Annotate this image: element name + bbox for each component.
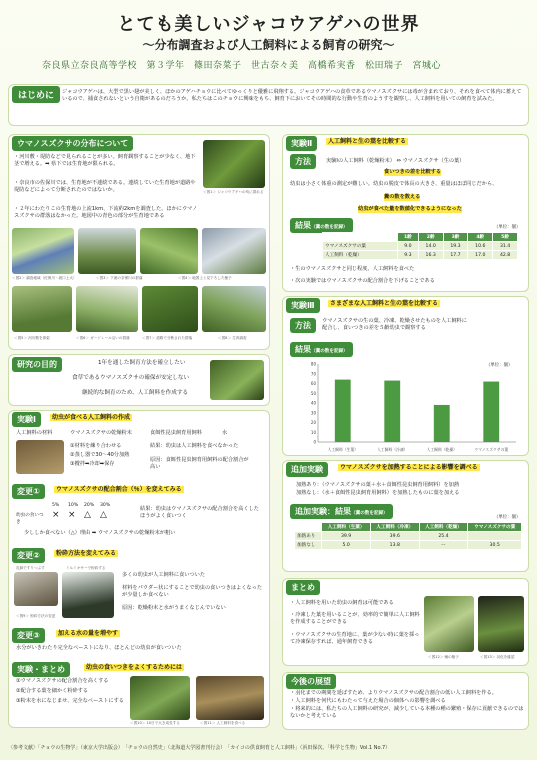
y-tick-label: 20 (310, 420, 316, 425)
exp2-row1-v2: 14.0 (418, 242, 443, 251)
table-row (323, 251, 518, 260)
extra-row2-label: 加熱なし (295, 541, 322, 550)
exp2-th-4: 4齢 (468, 233, 493, 242)
bar (335, 380, 351, 442)
poster-title: とても美しいジャコウアゲハの世界 (117, 14, 420, 35)
change1-title: ウマノスズクサの配合割合（％）を変えてみる (56, 486, 182, 493)
summary1-point-1: ①ウマノスズクサの配合割合を高くする (16, 678, 109, 684)
extra-row2-v2: 13.8 (370, 541, 419, 550)
exp2-row1-v5: 31.4 (493, 242, 518, 251)
references: 〈参考文献〉「チョウの生物学」（東京大学出版会） 「チョウの自然史」（北海道大学図書刊行会） 「カイコの供食飼育と人工飼料」（浜田保次、「科学と生物」Vol.1 No.7） (8, 745, 391, 751)
purpose-line-1: 1年を通した飼育方法を確立したい (98, 360, 186, 366)
exp1-result: 結果：幼虫は人工飼料を食べなかった (150, 443, 239, 449)
extra-row1-v1: 39.9 (322, 532, 371, 541)
y-tick-label: 60 (310, 381, 316, 386)
change2-line-3: 原因：乾燥粉末と水がうまくなじんでいない (122, 605, 226, 611)
exp3-bar-chart (300, 360, 522, 454)
extra-row1-v2: 39.6 (370, 532, 419, 541)
caption-fig7: ＜図7＞ 道路で分断された群落 (142, 336, 193, 340)
exp3-result-unit: （糞の数を記録） (311, 349, 348, 354)
exp2-th-1: 1齢 (397, 233, 418, 242)
extra-table (294, 522, 522, 550)
mixer-photo (62, 572, 114, 618)
plants-photo (140, 228, 198, 274)
conclusion-caption-2: ＜図13＞ 羽化を確認 (480, 655, 515, 659)
future-point-3: ・将来的には、私たちの人工飼料の研究が、減少している本種の種の繁殖・保存に貢献できるのではないかと考えている (290, 706, 524, 720)
eating-photo (196, 676, 264, 720)
extra-th-0 (295, 523, 322, 532)
extra-result-label: 追加実験：結果 (295, 507, 351, 516)
x-tick-label: 人工飼料（生葉） (327, 447, 358, 452)
poster-subtitle: ～分布調査および人工飼料による飼育の研究～ (142, 38, 395, 52)
caption-fig6: ＜図6＞ ガードレール沿いの群落 (76, 336, 130, 340)
change1-mark-2: × (68, 510, 76, 520)
exp2-th-2: 2齢 (418, 233, 443, 242)
exp1-materials-label: 人工飼料の材料 (16, 430, 53, 436)
y-tick-label: 80 (310, 361, 316, 367)
change2-figcap: ＜図9＞ 粉砕方法の変更 (16, 614, 56, 618)
purpose-tag: 研究の目的 (12, 357, 62, 372)
exp2-row1-v1: 9.0 (397, 242, 418, 251)
change1-mark-4: △ (100, 510, 107, 520)
exp2-row2-v3: 17.7 (443, 251, 468, 260)
caption-fig3: ＜図3＞ 下流の奈保川の群落 (96, 276, 143, 280)
bank-photo (12, 286, 72, 332)
bar (384, 381, 400, 442)
extra-row2-v1: 5.0 (322, 541, 371, 550)
extra-row2-v3: ー (419, 541, 468, 550)
change3-text: 水分がいきわたり完全なペーストになり、ほとんどの幼虫が食いついた (16, 645, 182, 651)
change1-pct-2: 10% (68, 503, 79, 508)
future-tag: 今後の展望 (286, 674, 336, 689)
exp2-result-tag (290, 218, 353, 233)
extra-th-1: 人工飼料（生葉） (322, 523, 371, 532)
exp2-title: 人工飼料と生の葉を比較する (328, 138, 407, 145)
students-photo (202, 228, 266, 274)
table-row (295, 541, 522, 550)
change1-result: 結果：幼虫はウマノスズクサの配合割合を高くしたほうがよく食いつく (140, 506, 259, 520)
summary1-caption-1: ＜図10＞ 10日で大き成長する (130, 721, 180, 725)
exp1-title: 幼虫が食べる人工飼料の作成 (52, 414, 131, 421)
summary1-point-3: ③粉末を水になじませ、完全なペーストにする (16, 698, 124, 704)
exp2-method-hl2: 糞の数を数える (384, 194, 421, 200)
exp2-result-label: 結果 (295, 221, 311, 230)
extra-row2-v4: 30.5 (468, 541, 522, 550)
x-tick-label: ウマノスズクサの葉 (474, 447, 509, 452)
change1-pct-1: 5% (52, 503, 60, 508)
extra-row1-v4 (468, 532, 522, 541)
change1-row-label: 幼虫の食いつき (16, 513, 44, 526)
road-photo (142, 286, 198, 332)
extra-unit: （単位：個） (494, 515, 521, 520)
feed-photo (16, 440, 64, 474)
exp2-row1-label: ウマノスズクサの葉 (323, 242, 398, 251)
exp1-method-2: ②蒸し器で30～40分加熱 (70, 452, 130, 458)
future-point-2: ・人工飼料を何代にもわたって与えた場合の個体への影響を調べる (290, 698, 446, 704)
change2-tag: 変更② (12, 548, 45, 563)
y-tick-label: 0 (313, 439, 316, 445)
exp2-method-hl1: 食いつきの差を比較する (384, 169, 442, 175)
extra-line-1: 加熱あり：（ウマノスズクサの葉＋水＋食餌性昆虫飼育用飼料）を加熱 (296, 482, 460, 488)
change1-mark-3: △ (84, 510, 91, 520)
butterfly-photo (203, 140, 265, 188)
change1-mark-1: × (52, 510, 60, 520)
distribution-tag: ウマノスズクサの分布について (12, 136, 133, 151)
exp3-unit: （単位：個） (486, 363, 513, 368)
conclusion-point-1: ・人工飼料を用いた幼虫の飼育は可能である (290, 600, 394, 606)
exp2-row2-v2: 16.3 (418, 251, 443, 260)
bar (434, 405, 450, 442)
exp1-method-3: ③攪拌➡冷却➡保存 (70, 461, 115, 467)
purpose-line-2: 食草であるウマノスズクサの確保が安定しない (72, 375, 190, 381)
exp1-tag: 実験Ⅰ (12, 412, 41, 427)
change2-caption-1: 乳鉢ですりつぶす (16, 566, 45, 570)
extra-result-unit: （糞の数を記録） (351, 511, 388, 516)
exp2-th-3: 3齢 (443, 233, 468, 242)
extra-title: ウマノスズクサを加熱することによる影響を調べる (340, 464, 478, 471)
bar (483, 382, 499, 442)
extra-th-3: 人工飼料（乾燥） (419, 523, 468, 532)
caption-fig2: ＜図2＞ 調査地域（佐保川・坂口上大） (12, 276, 77, 280)
exp1-material-2: 食餌性昆虫飼育用飼料 (150, 430, 202, 436)
exp2-note-1: ・生のウマノスズクサと同じ程度、人工飼料を食べた (290, 266, 415, 272)
summary1-tag: 実験・まとめ (12, 662, 70, 677)
extra-result-tag (290, 504, 393, 519)
pupa-photo (424, 596, 474, 652)
mortar-photo (14, 572, 58, 606)
change2-title: 粉砕方法を変えてみる (56, 550, 117, 557)
change2-line-1: 多くの幼虫が人工飼料に食いついた (122, 572, 206, 578)
exp3-method-text: ウマノスズクサの生の葉、冷凍、乾燥させたものを人工飼料に配合し、食いつきの差を５齢幼虫で観察する (322, 318, 467, 332)
extra-tag: 追加実験 (286, 462, 328, 477)
exp3-title: さまざまな人工飼料と生の葉を比較する (330, 300, 439, 307)
change1-pct-3: 20% (84, 503, 95, 508)
caption-fig4: ＜図4＞ 地図上と見下ろした様子 (178, 276, 232, 280)
exp2-note-2: ・次の実験ではウマノスズクサの配合割合を下げることである (290, 278, 435, 284)
summary1-point-2: ②配合する葉を細かく粉砕する (16, 688, 89, 694)
exp2-unit: （単位：個） (494, 225, 521, 230)
larva-photo (210, 360, 264, 400)
river-photo (78, 228, 136, 274)
table-row (295, 532, 522, 541)
caption-fig5: ＜図5＞ 河川敷を探索 (14, 336, 50, 340)
y-tick-label: 10 (310, 429, 316, 435)
exp2-row1-v4: 10.6 (468, 242, 493, 251)
exp2-method-text: 幼虫は小さく体重の測定が難しい。幼虫の脱皮で体長の大きさ、重量はほぼ同じだから、 (290, 181, 498, 187)
exp2-row2-v1: 9.3 (397, 251, 418, 260)
distribution-point-3: ・２年にわたりこの生育地の上流1km、下流約2kmを調査した。ほかにウマノスズクサの群落はなかった。地図中の青色の部分が生育地である (14, 206, 198, 220)
exp2-method-hl3: 幼虫が食べた量を数値化できるようになった (358, 206, 462, 212)
guardrail-photo (76, 286, 138, 332)
change1-pct-4: 30% (100, 503, 111, 508)
y-tick-label: 30 (310, 410, 316, 416)
intro-tag: はじめに (12, 86, 60, 103)
exp1-method-1: ①材料を練り合わせる (70, 443, 122, 449)
extra-line-2: 加熱なし：（水＋食餌性昆虫飼育用飼料）を加熱したものに葉を加える (296, 490, 460, 496)
exp3-result-tag (290, 342, 353, 357)
table-row (323, 242, 518, 251)
y-tick-label: 50 (310, 390, 316, 396)
exp3-result-label: 結果 (295, 345, 311, 354)
y-tick-label: 40 (310, 400, 316, 406)
change3-title: 加える水の量を増やす (58, 630, 119, 637)
distribution-point-2: ・奈良市の佐保川では、生育地が不連続である。連続していた生育地が道路や堤防などによって分断されたのではないか。 (14, 180, 196, 194)
change3-tag: 変更③ (12, 628, 45, 643)
exp1-material-3: 水 (222, 430, 228, 436)
distribution-point-1: ・河川敷・堤防などで見られることが多い。飼育観察することが少なく、地下茎で増える。➡ 県下では生育地が限られる。 (14, 154, 196, 168)
intro-text: ジャコウアゲハは、大型で黒い翅が美しく、ほかのアゲハチョウに比べてゆっくりと優雅に飛翔する。ジャコウアゲハの食草であるウマノスズクサには毒が含まれており、それを食べて体内に蓄えているので、捕食されないという自衛があるのだろうか。私たちはこのチョウに興味をもち、飼育下においてその時間的な行動や生育のようすを観察し、人工飼料を用いての飼育を試みた。 (62, 89, 522, 103)
conclusion-point-3: ・ウマノスズクサの生育地に、葉が少ない時に葉を採って冷凍保存すれば、通年飼育できる (290, 632, 420, 646)
exp2-th-5: 5齢 (493, 233, 518, 242)
exp2-method-tag: 方法 (290, 154, 316, 169)
exp1-material-1: ウマノスズクサの乾燥粉末 (70, 430, 132, 436)
caption-fig8: ＜図8＞ 生育調査 (218, 336, 247, 340)
extra-row1-v3: 25.4 (419, 532, 468, 541)
exp2-result-unit: （糞の数を記録） (311, 225, 348, 230)
exp2-row2-label: 人工飼料（乾燥） (323, 251, 398, 260)
exp2-th-0 (323, 233, 398, 242)
change1-note: 少ししか食べない（△）理由 ➡ ウマノスズクサの乾燥粉末が粗い (24, 530, 176, 536)
growth-photo (130, 676, 190, 720)
exp2-row2-v5: 42.8 (493, 251, 518, 260)
caption-fig1: ＜図1＞ ジャコウアゲハの幼に群れる (203, 190, 264, 194)
conclusion-tag: まとめ (286, 580, 320, 595)
conclusion-caption-1: ＜図12＞ 蛹の様子 (428, 655, 459, 659)
survey-photo (202, 286, 266, 332)
y-tick-label: 70 (310, 371, 316, 377)
conclusion-point-2: ・冷凍した葉を用いることが、効率的で簡単に人工飼料を作成することができる (290, 612, 420, 626)
future-point-1: ・羽化までの期間を延ばすため、よりウマノスズクサの配合割合の低い人工飼料を作る。 (290, 690, 497, 696)
exp2-table (322, 232, 518, 260)
x-tick-label: 人工飼料（乾燥） (426, 447, 457, 452)
purpose-line-3: 継続的な飼育のため、人工飼料を作成する (82, 390, 189, 396)
exp1-reason: 原因：食餌性昆虫飼育用飼料の配合割合が高い (150, 457, 249, 471)
summary1-caption-2: ＜図11＞ 人工飼料を食べる (200, 721, 246, 725)
extra-th-4: ウマノスズクサの葉 (468, 523, 522, 532)
exp2-method-line: 実験Ⅰの人工飼料（乾燥粉末） ⇔ ウマノスズクサ（生の葉） (326, 158, 465, 164)
authors: 奈良県立奈良高等学校 第３学年 篠田奈菜子 世古奈々美 高橋希実香 松田瑞子 宮城心 (42, 61, 442, 71)
exp2-tag: 実験Ⅱ (286, 136, 317, 151)
x-tick-label: 人工飼料（冷凍） (377, 447, 408, 452)
change1-tag: 変更① (12, 484, 45, 499)
extra-th-2: 人工飼料（冷凍） (370, 523, 419, 532)
extra-row1-label: 加熱あり (295, 532, 322, 541)
emergence-photo (478, 596, 524, 652)
map-photo (12, 228, 74, 274)
change2-caption-2: ミルミキサーで粉砕する (66, 566, 106, 570)
exp2-row2-v4: 17.0 (468, 251, 493, 260)
change2-line-2: 材料をパウダー状にすることで幼虫の食いつきはよくなったが少量しか食べない (122, 585, 263, 599)
exp3-tag: 実験Ⅲ (286, 298, 320, 313)
summary1-title: 幼虫の食いつきをよくするためには (86, 664, 183, 671)
exp2-row1-v3: 19.3 (443, 242, 468, 251)
exp3-method-tag: 方法 (290, 318, 316, 333)
